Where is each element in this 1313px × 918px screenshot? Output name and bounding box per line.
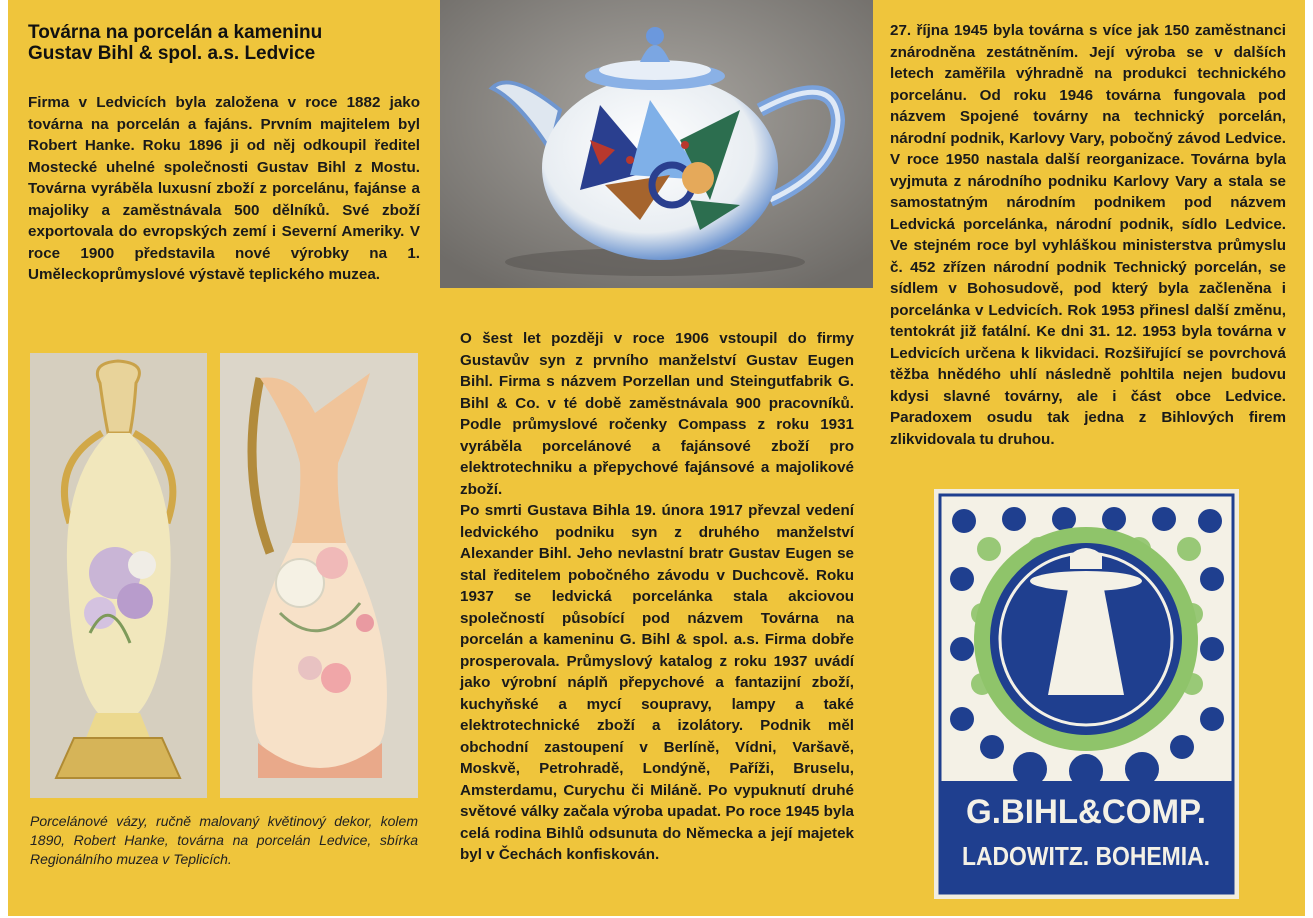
history-paragraph-2b: Po smrti Gustava Bihla 19. února 1917 převzal vedení ledvického podniku syn z druhého manželství Alexander Bihl. Jeho nevlastní bratr Gustav Eugen se stal ředitelem pobočného závodu v Duchcově. Roku 1937 se ledvická porcelánka stala akciovou společností působící pod názvem Továrna na porcelán a kameninu G. Bihl & spol. a.s. Firma dobře prosperovala. Průmyslový katalog z roku 1937 uvádí jako výrobní náplň přepychové a fantazijní zboží, kuchyňské a mycí soupravy, lampy a také elektrotechnické zboží a izolátory. Podnik měl obchodní zastoupení v Berlíně, Vídni, Varšavě, Moskvě, Petrohradě, Londýně, Paříži, Bruselu, Amsterdamu, Curychu či Miláně. Po vypuknutí druhé světové války začala výroba upadat. Po roce 1945 byla celá rodina Bihlů odsunuta do Německa a její majetek byl v Čechách konfiskován. — [460, 502, 854, 863]
history-paragraph-1: Firma v Ledvicích byla založena v roce 1882 jako továrna na porcelán a fajáns. Prvním majitelem byl Robert Hanke. Roku 1896 ji od něj odkoupil ředitel Mostecké uhelné společnosti Gustav Bihl z Mostu. Továrna vyráběla luxusní zboží z porcelánu, fajánse a majoliky a zaměstnávala 500 dělníků. Své zboží exportovala do evropských zemí i Severní Ameriky. V roce 1900 představila nové výrobky na 1. Uměleckoprůmyslové výstavě teplického muzea. — [28, 94, 420, 283]
vase-photo-left — [30, 353, 207, 798]
bihl-sign-photo — [934, 489, 1239, 899]
history-paragraph-2 — [460, 328, 854, 866]
sign-text-line-2: LADOWITZ. BOHEMIA. — [962, 841, 1210, 871]
vases-caption: Porcelánové vázy, ručně malovaný květinový dekor, kolem 1890, Robert Hanke, továrna na porcelán Ledvice, sbírka Regionálního muzea v Teplicích. — [30, 813, 418, 867]
history-paragraph-3: 27. října 1945 byla továrna s více jak 150 zaměstnanci znárodněna zestátněním. Její výroba se v dalších letech zaměřila výhradně na produkci technického porcelánu. Od roku 1946 továrna fungovala pod názvem Spojené továrny na technický porcelán, národní podnik, Karlovy Vary, pobočný závod Ledvice. V roce 1950 nastala další reorganizace. Továrna byla vyjmuta z národního podniku Karlovy Vary a stala se samostatným národním podnikem pod názvem Ledvická porcelánka, národní podnik, sídlo Ledvice. Ve stejném roce byl vyhláškou ministerstva průmyslu č. 452 zřízen národní podnik Technický porcelán, se sídlem v Bohosudově, pod který byla začleněna i porcelánka v Ledvicích. Rok 1953 přinesl další změnu, tentokrát již fatální. Ke dni 31. 12. 1953 byla továrna v Ledvicích určena k likvidaci. Rozšiřující se povrchová těžba hnědého uhlí následně pohltila nejen budovu kdysi slavné továrny, ale i část obce Ledvice. Paradoxem osudu tak jedna z Bihlových firem zlikvidovala tu druhou. — [890, 22, 1286, 448]
title-line-2: Gustav Bihl & spol. a.s. Ledvice — [28, 43, 316, 64]
teapot-photo — [440, 0, 873, 288]
ewer-photo-right — [220, 353, 418, 798]
history-paragraph-2a: O šest let později v roce 1906 vstoupil do firmy Gustavův syn z prvního manželství Gustav Eugen Bihl. Firma s názvem Porzellan und Steingutfabrik G. Bihl & Co. v té době zaměstnávala 900 pracovníků. Podle průmyslové ročenky Compass z roku 1931 vyráběla porcelánové a fajánsové zboží pro elektrotechniku a přepychové fajánsové a majolikové zboží. — [460, 330, 854, 498]
sign-text-line-1: G.BIHL&COMP. — [966, 793, 1206, 831]
title-line-1: Továrna na porcelán a kameninu — [28, 22, 323, 43]
page-title — [28, 22, 428, 64]
